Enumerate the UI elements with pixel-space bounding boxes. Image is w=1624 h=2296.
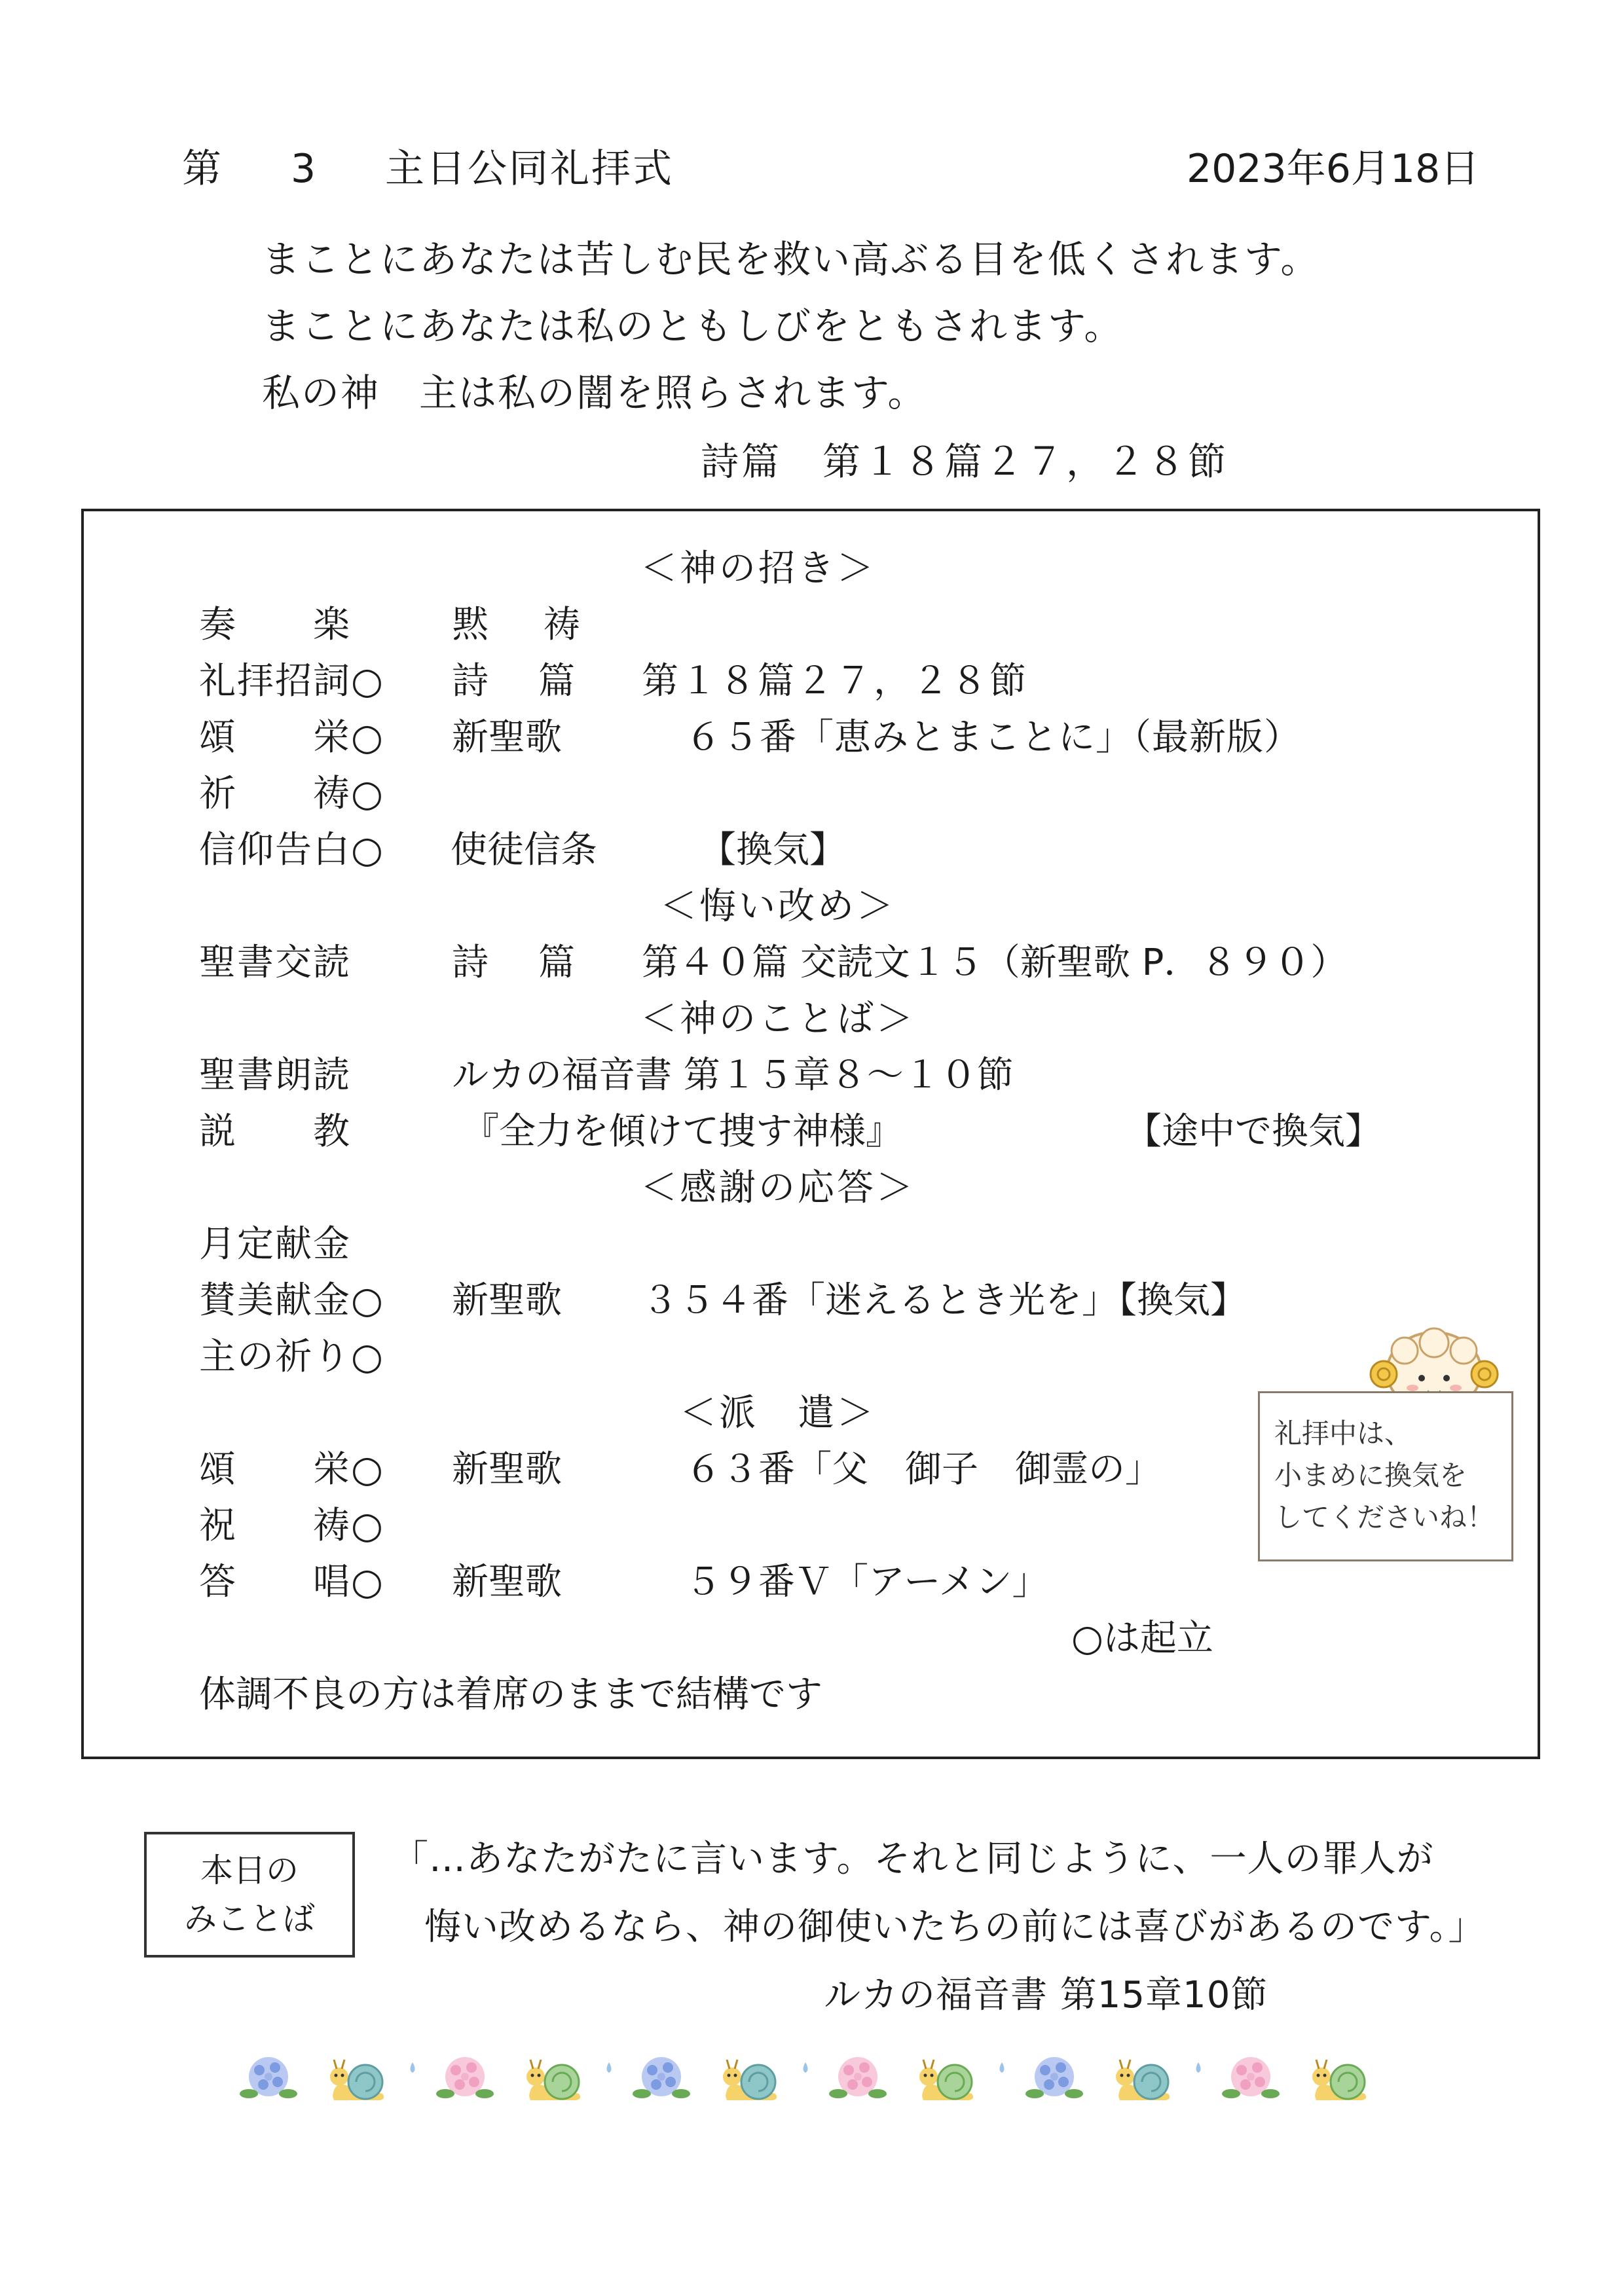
raindrop-icon	[1196, 2062, 1201, 2073]
hydrangea-icon	[829, 2057, 887, 2098]
ventilation-sign	[1258, 1391, 1513, 1561]
snail-icon	[919, 2060, 973, 2100]
todays-word-label	[144, 1832, 355, 1958]
row-label-responsive-reading: 聖書交読	[199, 941, 351, 984]
row-book-psalms: 詩 篇	[452, 660, 581, 702]
verse-line-2: まことにあなたは私のともしびをともされます。	[262, 304, 1124, 348]
row-label-scripture: 聖書朗読	[199, 1054, 351, 1097]
row-ref-invocation: 第１８篇２７，２８節	[642, 660, 1028, 702]
row-label-prayer: 祈 祷○	[199, 773, 384, 815]
raindrop-icon	[607, 2062, 612, 2073]
section-thanksgiving: ＜感謝の応答＞	[640, 1167, 915, 1209]
row-ref-praise-offering: ３５４番「迷えるとき光を」【換気】	[642, 1279, 1247, 1322]
quote-line-1: 「…あなたがたに言います。それと同じように、一人の罪人が	[392, 1838, 1434, 1880]
verse-line-3: 私の神 主は私の闇を照らされます。	[262, 371, 927, 415]
hydrangea-icon	[1025, 2057, 1083, 2098]
row-silent-prayer: 黙 祷	[452, 604, 589, 646]
service-number: 3	[291, 146, 316, 192]
row-label-prelude: 奏 楽	[199, 604, 351, 646]
raindrop-icon	[1000, 2062, 1005, 2073]
raindrop-icon	[411, 2062, 415, 2073]
header-dai: 第	[182, 146, 221, 192]
row-note-ventilate: 【換気】	[699, 829, 846, 871]
hydrangea-icon	[240, 2057, 297, 2098]
quote-citation: ルカの福音書 第15章10節	[824, 1974, 1268, 2016]
section-call-to-worship: ＜神の招き＞	[640, 547, 876, 590]
row-ref-doxology: ６５番「恵みとまことに」（最新版）	[685, 716, 1301, 759]
service-title: 主日公同礼拝式	[385, 146, 674, 192]
snail-icon	[526, 2060, 580, 2100]
row-note-ventilate-midway: 【途中で換気】	[1125, 1110, 1382, 1153]
decorative-border	[216, 2043, 1408, 2115]
row-label-monthly-offering: 月定献金	[199, 1223, 351, 1266]
row-sermon-title: 『全力を傾けて捜す神様』	[462, 1110, 902, 1153]
snail-icon	[1312, 2060, 1366, 2100]
todays-word-label-1: 本日の	[200, 1851, 299, 1889]
row-ref-reading: 第４０篇 交読文１５（新聖歌 P．８９０）	[642, 941, 1348, 984]
row-ref-scripture: ルカの福音書 第１５章８～１０節	[452, 1054, 1014, 1097]
row-book-hymnal-2: 新聖歌	[452, 1279, 562, 1322]
row-ref-doxology-2: ６３番「父 御子 御霊の」	[685, 1448, 1162, 1491]
row-label-confession: 信仰告白○	[199, 829, 384, 871]
verse-line-1: まことにあなたは苦しむ民を救い高ぶる目を低くされます。	[262, 237, 1320, 282]
row-apostles-creed: 使徒信条	[451, 829, 597, 871]
standing-note: ○は起立	[1071, 1617, 1213, 1660]
hydrangea-icon	[1222, 2057, 1280, 2098]
sign-line-2: 小まめに換気を	[1274, 1459, 1467, 1491]
health-note: 体調不良の方は着席のままで結構です	[199, 1673, 822, 1716]
section-sending: ＜派 遣＞	[680, 1392, 876, 1434]
row-label-lords-prayer: 主の祈り○	[199, 1336, 384, 1378]
section-word-of-god: ＜神のことば＞	[640, 998, 915, 1040]
hydrangea-icon	[436, 2057, 494, 2098]
row-label-benediction: 祝 祷○	[199, 1504, 384, 1547]
todays-word-label-2: みことば	[184, 1900, 315, 1938]
snail-icon	[723, 2060, 777, 2100]
row-book-hymnal-4: 新聖歌	[452, 1561, 562, 1603]
row-label-sermon: 説 教	[199, 1110, 351, 1153]
order-of-worship	[81, 509, 1540, 1759]
row-ref-response: ５９番Ｖ「アーメン」	[685, 1561, 1049, 1603]
row-label-praise-offering: 賛美献金○	[199, 1279, 384, 1322]
sign-line-1: 礼拝中は、	[1274, 1417, 1412, 1449]
verse-citation: 詩篇 第１８篇２７，２８節	[701, 439, 1229, 484]
row-book-psalms-2: 詩 篇	[452, 941, 581, 984]
hydrangea-icon	[633, 2057, 690, 2098]
raindrop-icon	[803, 2062, 808, 2073]
row-label-invocation: 礼拝招詞○	[199, 660, 384, 702]
snail-icon	[1116, 2060, 1170, 2100]
row-label-response: 答 唱○	[199, 1561, 384, 1603]
row-book-hymnal-3: 新聖歌	[452, 1448, 562, 1491]
quote-line-2: 悔い改めるなら、神の御使いたちの前には喜びがあるのです。」	[424, 1906, 1486, 1948]
sign-line-3: してくださいね！	[1274, 1501, 1495, 1533]
snail-icon	[330, 2060, 384, 2100]
service-date: 2023年6月18日	[1187, 146, 1480, 192]
section-repentance: ＜悔い改め＞	[660, 885, 896, 928]
row-label-doxology: 頌 栄○	[199, 716, 384, 759]
row-book-hymnal: 新聖歌	[452, 716, 562, 759]
row-label-doxology-2: 頌 栄○	[199, 1448, 384, 1491]
